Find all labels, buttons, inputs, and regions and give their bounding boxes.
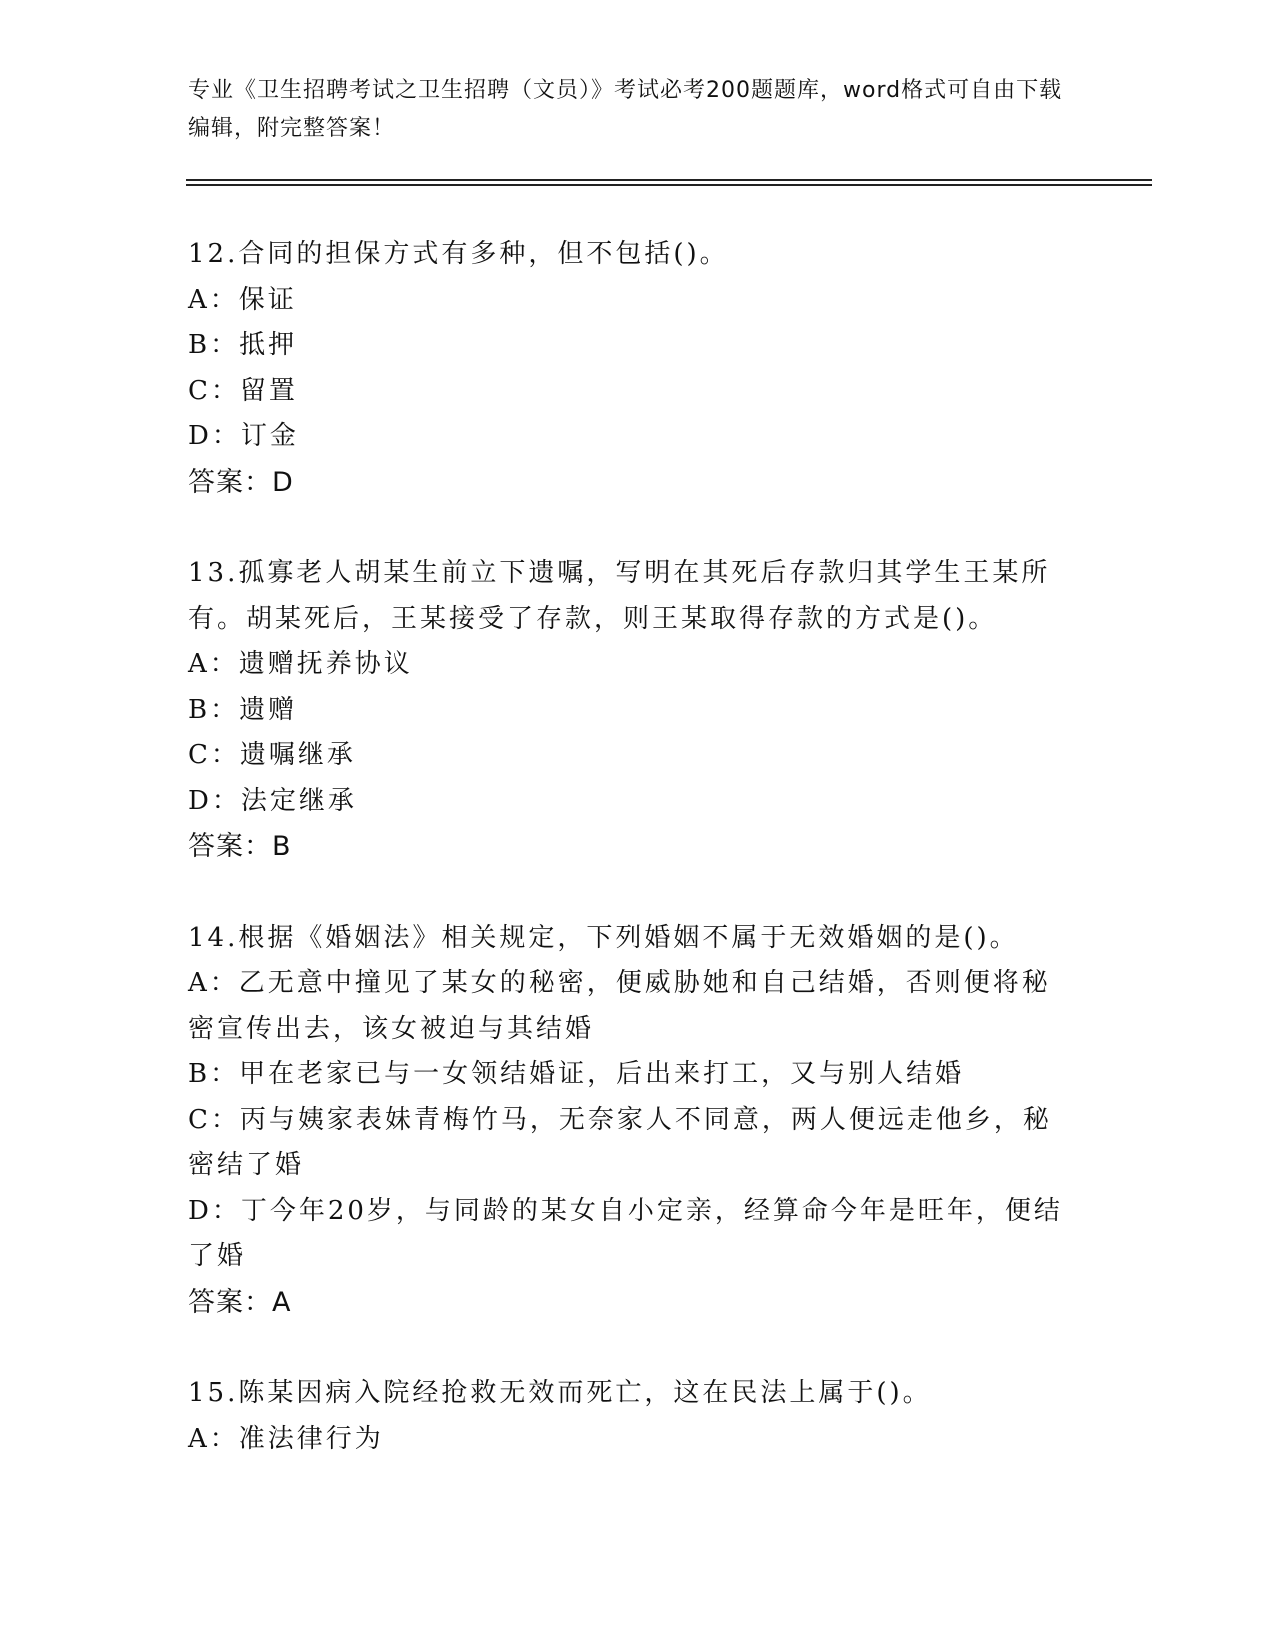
option-c: C：丙与姨家表妹青梅竹马，无奈家人不同意，两人便远走他乡，秘密结了婚 bbox=[188, 1104, 1052, 1180]
question-list bbox=[188, 232, 1068, 1508]
header-divider-line-second bbox=[186, 184, 1152, 186]
answer-line: 答案：A bbox=[188, 1286, 292, 1318]
question-stem: 14.根据《婚姻法》相关规定，下列婚姻不属于无效婚姻的是()。 bbox=[188, 922, 1019, 953]
option-d: D：订金 bbox=[188, 421, 299, 451]
option-a: A：保证 bbox=[188, 284, 297, 315]
option-a: A：遗赠抚养协议 bbox=[188, 649, 413, 679]
question-stem: 15.陈某因病入院经抢救无效而死亡，这在民法上属于()。 bbox=[188, 1378, 932, 1408]
question-14 bbox=[188, 916, 1068, 1326]
question-12 bbox=[188, 232, 1068, 505]
option-d: D：法定继承 bbox=[188, 785, 357, 816]
question-stem: 13.孤寡老人胡某生前立下遗嘱，写明在其死后存款归其学生王某所有。胡某死后，王某接受了存款，则王某取得存款的方式是()。 bbox=[188, 558, 1051, 634]
option-a: A：乙无意中撞见了某女的秘密，便威胁她和自己结婚，否则便将秘密宣传出去，该女被迫与其结婚 bbox=[188, 968, 1051, 1044]
option-c: C：留置 bbox=[188, 375, 298, 406]
option-d: D：丁今年20岁，与同龄的某女自小定亲，经算命今年是旺年，便结了婚 bbox=[188, 1195, 1063, 1271]
option-b: B：抵押 bbox=[188, 330, 298, 360]
option-a: A：准法律行为 bbox=[188, 1423, 384, 1454]
question-stem: 12.合同的担保方式有多种，但不包括()。 bbox=[188, 239, 729, 269]
option-b: B：遗赠 bbox=[188, 694, 298, 725]
option-c: C：遗嘱继承 bbox=[188, 740, 356, 770]
question-15 bbox=[188, 1371, 1068, 1462]
question-13 bbox=[188, 551, 1068, 870]
answer-line: 答案：D bbox=[188, 466, 294, 498]
header-divider-line bbox=[186, 179, 1152, 181]
answer-line: 答案：B bbox=[188, 831, 292, 862]
document-header: 专业《卫生招聘考试之卫生招聘（文员）》考试必考200题题库，word格式可自由下载编辑，附完整答案！ bbox=[188, 78, 1063, 141]
option-b: B：甲在老家已与一女领结婚证，后出来打工，又与别人结婚 bbox=[188, 1059, 965, 1089]
